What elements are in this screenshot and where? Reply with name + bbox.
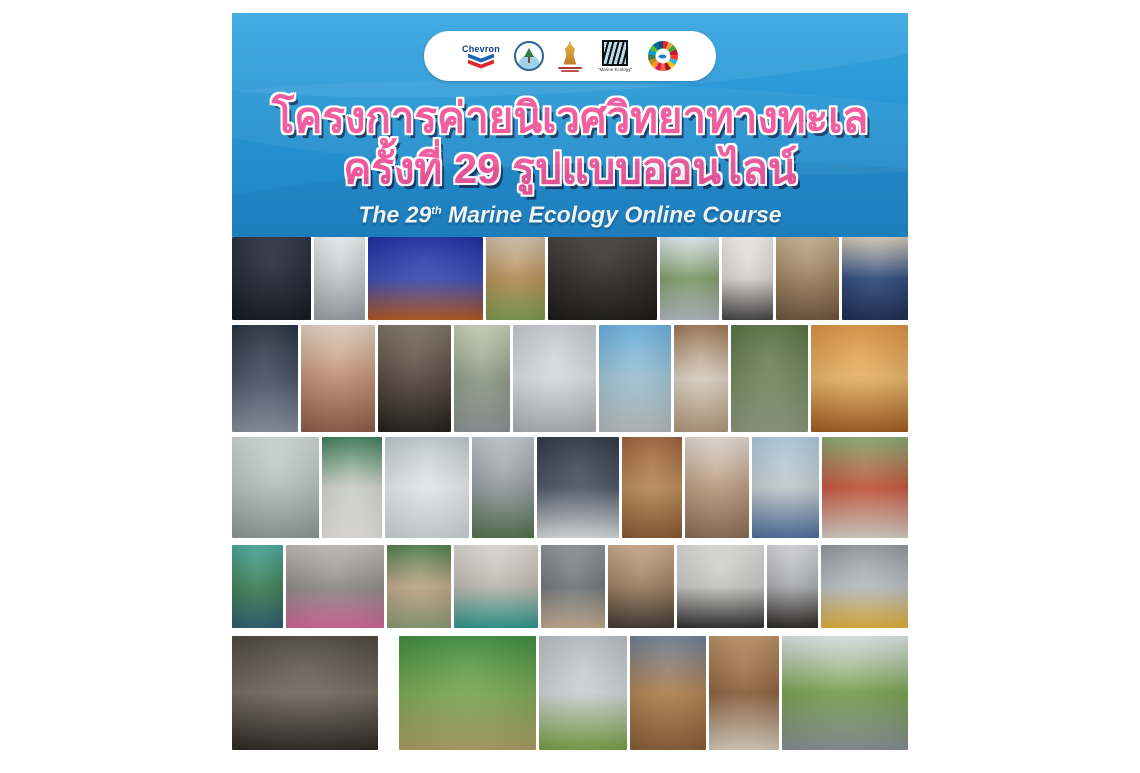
sdg-wheel-icon <box>648 41 678 71</box>
collage-photo <box>622 437 682 538</box>
chevron-wordmark: Chevron <box>462 43 500 54</box>
subtitle-suffix: Marine Ecology Online Course <box>441 201 782 228</box>
collage-photo <box>767 545 818 628</box>
collage-photo <box>731 325 808 432</box>
collage-photo <box>385 437 468 538</box>
collage-photo <box>709 636 779 750</box>
collage-photo <box>677 545 765 628</box>
collage-photo <box>513 325 595 432</box>
collage-photo <box>776 237 839 320</box>
collage-photo <box>660 237 719 320</box>
collage-photo <box>472 437 534 538</box>
collage-row <box>232 437 908 538</box>
collage-photo <box>842 237 908 320</box>
collage-photo <box>782 636 908 750</box>
collage-photo <box>232 325 298 432</box>
poster-title-line1: โครงการค่ายนิเวศวิทยาทางทะเล <box>271 94 869 141</box>
poster-title-line2: ครั้งที่ 29 รูปแบบออนไลน์ <box>343 145 797 192</box>
collage-photo <box>548 237 656 320</box>
collage-photo <box>387 545 451 628</box>
collage-photo <box>674 325 728 432</box>
collage-photo <box>486 237 545 320</box>
collage-photo <box>314 237 365 320</box>
collage-photo <box>286 545 384 628</box>
collage-photo <box>599 325 672 432</box>
poster-header <box>232 13 908 237</box>
collage-photo <box>821 545 908 628</box>
collage-photo <box>752 437 819 538</box>
collage-photo <box>454 545 538 628</box>
subtitle-prefix: The 29 <box>358 201 432 228</box>
collage-photo <box>541 545 605 628</box>
collage-row <box>232 325 908 432</box>
marine-department-seal-icon <box>514 41 544 71</box>
collage-photo <box>232 636 378 750</box>
photo-collage <box>232 237 908 750</box>
subtitle-superscript: th <box>431 205 442 217</box>
fish-icon <box>659 54 667 58</box>
collage-photo <box>322 437 382 538</box>
collage-photo <box>232 237 311 320</box>
collage-photo <box>232 545 283 628</box>
chevron-logo-icon <box>462 44 500 69</box>
collage-photo <box>630 636 706 750</box>
thai-ministry-emblem-icon <box>558 41 582 72</box>
collage-photo <box>539 636 628 750</box>
collage-row <box>232 237 908 320</box>
collage-row <box>232 636 908 750</box>
poster-subtitle <box>232 198 908 228</box>
collage-photo <box>811 325 908 432</box>
collage-photo <box>232 437 319 538</box>
marine-ecology-caption: "Marine Ecology" <box>597 66 633 73</box>
collage-photo <box>537 437 619 538</box>
collage-photo <box>822 437 908 538</box>
collage-photo <box>399 636 535 750</box>
marine-ecology-logo-icon <box>596 40 634 73</box>
collage-photo <box>722 237 773 320</box>
collage-photo <box>608 545 674 628</box>
collage-photo <box>685 437 749 538</box>
collage-photo <box>301 325 376 432</box>
collage-row <box>232 545 908 628</box>
collage-photo <box>454 325 510 432</box>
collage-photo <box>378 325 451 432</box>
collage-photo <box>368 237 483 320</box>
event-poster <box>232 13 908 750</box>
sponsor-logo-pill <box>424 31 716 81</box>
